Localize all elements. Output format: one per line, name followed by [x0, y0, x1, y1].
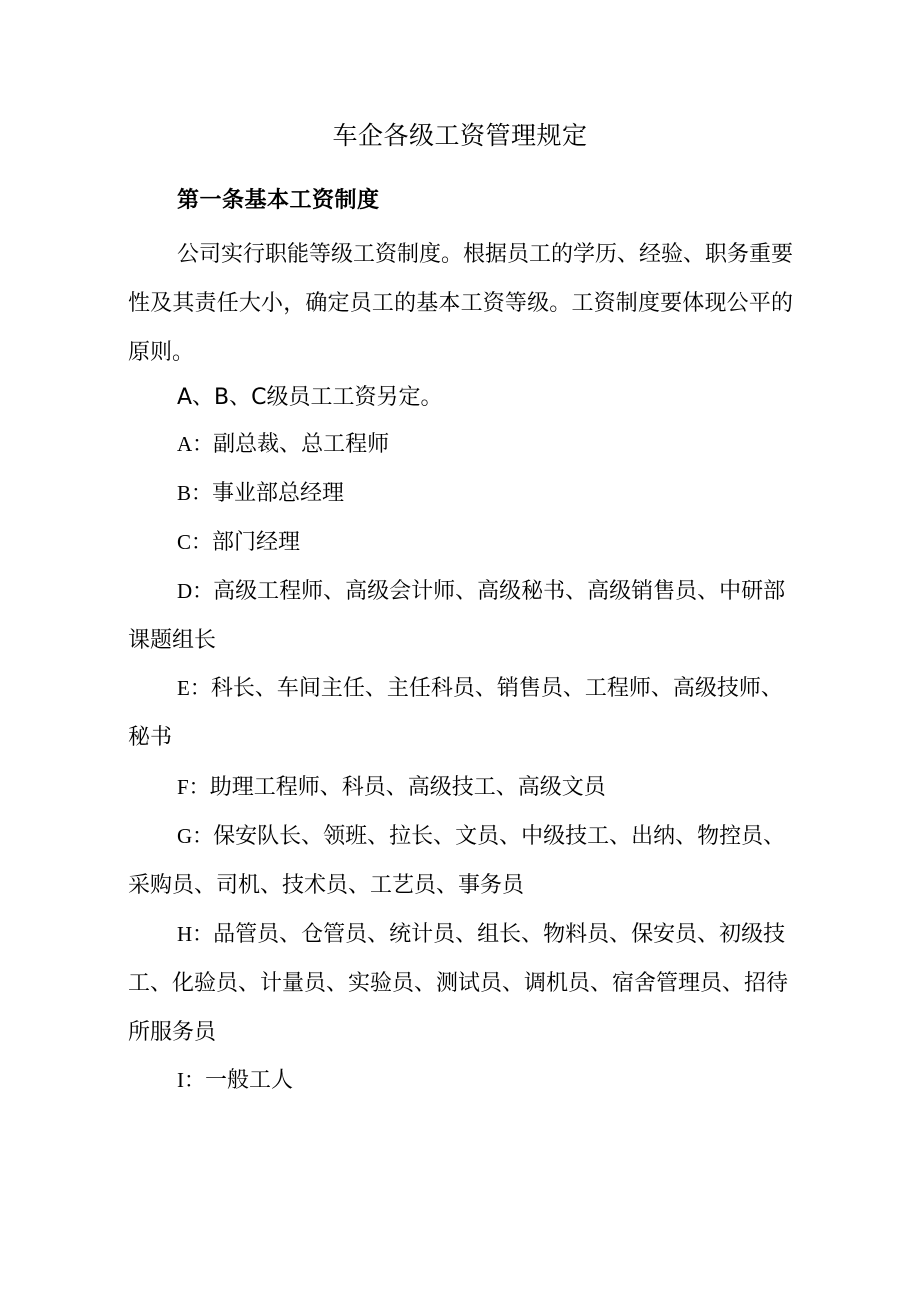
level-label: H： — [177, 922, 214, 946]
level-text: 科长、车间主任、主任科员、销售员、工程师、高级技师、秘书 — [128, 676, 783, 750]
level-text: 品管员、仓管员、统计员、组长、物料员、保安员、初级技工、化验员、计量员、实验员、测试员、调机员、宿舍管理员、招待所服务员 — [128, 922, 789, 1045]
level-text: 事业部总经理 — [212, 481, 345, 506]
level-text: 一般工人 — [205, 1068, 294, 1093]
level-label: A： — [177, 432, 214, 456]
level-label: E： — [177, 676, 211, 700]
level-label: D： — [177, 579, 214, 603]
level-item — [128, 567, 793, 665]
level-item — [128, 420, 793, 469]
level-item — [128, 1056, 793, 1105]
intro-paragraph: 公司实行职能等级工资制度。根据员工的学历、经验、职务重要性及其责任大小，确定员工的基本工资等级。工资制度要体现公平的原则。 — [128, 242, 794, 365]
level-text: 部门经理 — [212, 530, 301, 555]
level-text: 副总裁、总工程师 — [213, 432, 390, 457]
level-label: F： — [177, 775, 210, 799]
level-item — [128, 812, 793, 910]
section-heading: 第一条基本工资制度 — [177, 188, 380, 213]
level-item — [128, 518, 793, 567]
level-label: B： — [177, 481, 213, 505]
level-item — [128, 664, 793, 762]
level-item — [128, 763, 793, 812]
level-item — [128, 910, 793, 1057]
level-label: C： — [177, 530, 213, 554]
grade-note: A、B、C级员工工资另定。 — [177, 385, 443, 410]
level-text: 助理工程师、科员、高级技工、高级文员 — [209, 775, 606, 800]
level-label: I： — [177, 1068, 205, 1092]
level-text: 保安队长、领班、拉长、文员、中级技工、出纳、物控员、采购员、司机、技术员、工艺员、事务员 — [128, 824, 786, 898]
level-text: 高级工程师、高级会计师、高级秘书、高级销售员、中研部课题组长 — [128, 579, 786, 653]
document-title: 车企各级工资管理规定 — [332, 121, 588, 150]
level-item — [128, 469, 793, 518]
level-label: G： — [177, 824, 214, 848]
